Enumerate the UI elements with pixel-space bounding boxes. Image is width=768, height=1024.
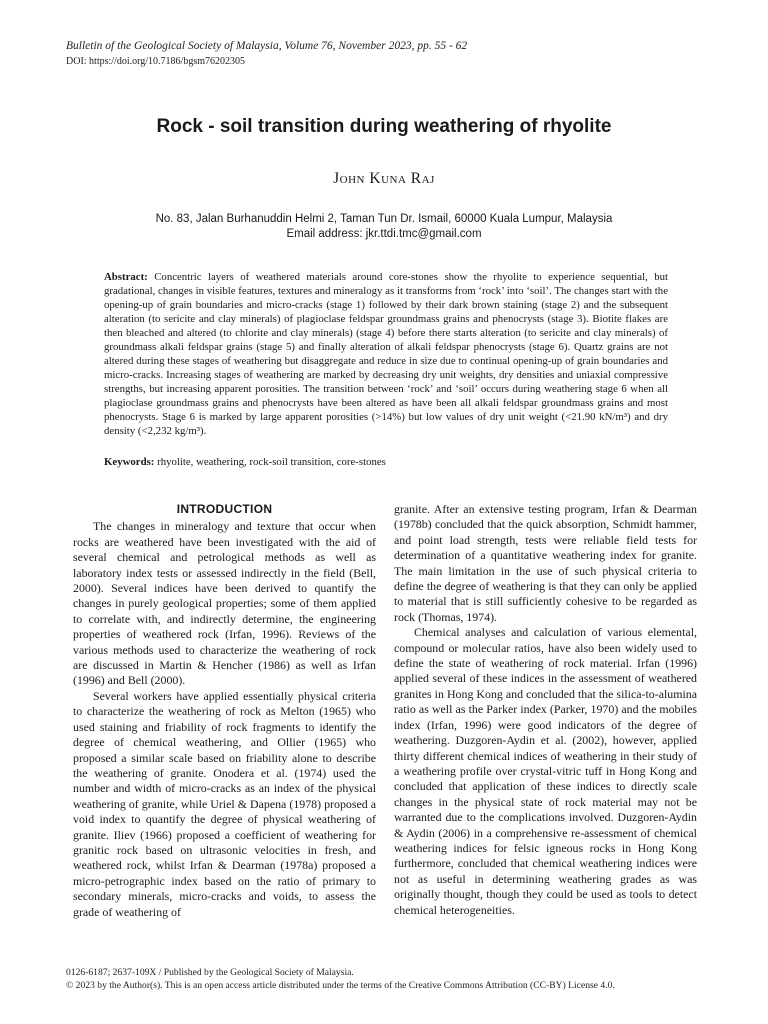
affiliation-email[interactable]: Email address: jkr.ttdi.tmc@gmail.com: [286, 228, 482, 240]
keywords-text: rhyolite, weathering, rock-soil transition, core-stones: [157, 456, 386, 468]
author-name: John Kuna Raj: [333, 170, 435, 187]
abstract-label: Abstract:: [104, 271, 148, 283]
doi-link[interactable]: DOI: https://doi.org/10.7186/bgsm76202305: [66, 56, 245, 67]
abstract: [104, 270, 668, 438]
paragraph: The changes in mineralogy and texture that occur when rocks are weathered have been investigated with the aid of several chemical and petrological methods as well as laboratory index tests or assessed indirectly in the field (Bell, 2000). Several indices have been derived to quantify the changes in purely geological properties; some of them applied to correlate with, and indirectly determine, the engineering properties of weathered rock (Irfan, 1996). Reviews of the various methods used to characterize the weathering of rock are discussed in Martin & Hencher (1986) as well as Irfan (1996) and Bell (2000).: [73, 519, 376, 688]
affiliation-address: No. 83, Jalan Burhanuddin Helmi 2, Taman Tun Dr. Ismail, 60000 Kuala Lumpur, Malaysia: [155, 213, 613, 225]
keywords: [104, 456, 668, 468]
affiliation: [0, 212, 768, 242]
keywords-label: Keywords:: [104, 456, 155, 468]
paragraph: Several workers have applied essentially physical criteria to characterize the weathering of rock as Melton (1965) who used staining and friability of rock fragments to identify the degree of chemical weathering, and Ollier (1965) who proposed a similar scale based on friability alone to describe the weathering of granite. Onodera et al. (1974) used the number and width of micro-cracks as an index of the physical weathering of granite, while Uriel & Dapena (1978) proposed a void index to quantify the degree of physical weathering of granite. Iliev (1966) proposed a coefficient of weathering for granitic rock based on ultrasonic velocities in fresh, and weathered rock, whilst Irfan & Dearman (1978a) proposed a micro-petrographic index based on the ratio of primary to secondary minerals, micro-cracks and voids, to assess the grade of weathering of: [73, 688, 376, 919]
right-column: [394, 502, 697, 918]
section-heading-introduction: INTRODUCTION: [176, 502, 273, 516]
journal-citation: Bulletin of the Geological Society of Malaysia, Volume 76, November 2023, pp. 55 - 62: [66, 40, 468, 52]
left-column: [73, 502, 376, 920]
footer-license: © 2023 by the Author(s). This is an open access article distributed under the terms of the Creative Commons Attribution (CC-BY) License 4.0.: [66, 980, 615, 991]
abstract-text: Concentric layers of weathered materials around core-stones show the rhyolite to experience sequential, but gradational, changes in visible features, textures and mineralogy as it transforms from ‘rock’ into ‘soil’. The changes start with the opening-up of grain boundaries and micro-cracks (stage 1) followed by their dark brown staining (stage 2) and the subsequent alteration (to sericite and clay minerals) of plagioclase feldspar groundmass grains and phenocrysts (stage 3). Biotite flakes are then bleached and altered (to chlorite and clay minerals) (stage 4) before there starts alteration (to sericite and clay minerals) of groundmass alkali feldspar grains (stage 5) and finally alteration of alkali feldspar phenocrysts (stage 6). Quartz grains are not altered during these stages of weathering but disaggregate and reduce in size due to continual opening-up of grain boundaries and micro-cracks. Increasing stages of weathering are marked by decreasing dry unit weights, dry densities and uniaxial compressive strengths, but increasing apparent porosities. The transition between ‘rock’ and ‘soil’ occurs during weathering stage 6 when all plagioclase groundmass grains and phenocrysts have been altered as have been all alkali feldspar groundmass grains and most phenocrysts. Stage 6 is marked by large apparent porosities (>14%) but low values of dry unit weight (<21.90 kN/m³) and dry density (<2,232 kg/m³).: [104, 271, 669, 437]
footer: [66, 966, 615, 992]
paragraph: granite. After an extensive testing program, Irfan & Dearman (1978b) concluded that the quick absorption, Schmidt hammer, and point load strength, tests were reliable field tests for determination of a quantitative weathering index for granite. The main limitation in the use of such physical criteria to define the degree of weathering is that they can only be applied to material that is still sufficiently cohesive to be regarded as rock (Thomas, 1974).: [394, 502, 697, 624]
paper-title: Rock - soil transition during weathering of rhyolite: [156, 116, 612, 137]
footer-issn: 0126-6187; 2637-109X / Published by the Geological Society of Malaysia.: [66, 967, 354, 978]
paragraph: Chemical analyses and calculation of various elemental, compound or molecular ratios, have also been widely used to define the state of weathering of rock material. Irfan (1996) applied several of these indices in the assessment of weathered granites in Hong Kong and concluded that the silica-to-alumina ratio as well as the Parker index (Parker, 1970) and the mobiles index (Irfan, 1996) were good indicators of the degree of weathering. Duzgoren-Aydin et al. (2002), however, applied thirty different chemical indices of weathering in their study of a weathering profile over crystal-vitric tuff in Hong Kong and concluded that application of these indices to directly scale changes in the physical state of rock material may not be warranted due to the complications involved. Duzgoren-Aydin & Aydin (2006) in a comprehensive re-assessment of chemical weathering indices for felsic igneous rocks in Hong Kong furthermore, concluded that chemical weathering indices were not as useful in determining weathering grades as was originally thought, though they could be used as tools to detect chemical heterogeneities.: [394, 625, 697, 917]
